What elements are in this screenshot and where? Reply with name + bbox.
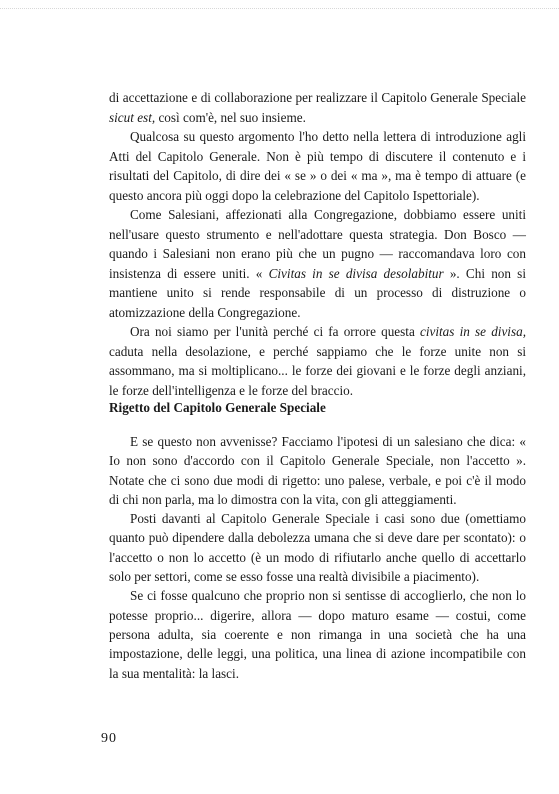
paragraph bbox=[109, 322, 526, 400]
paragraph bbox=[109, 432, 526, 509]
scan-border bbox=[0, 8, 559, 10]
text-run: ». Chi non si mantiene unito si rende responsabile di un processo di distruzione o atomizzazione della Congregazione. bbox=[109, 265, 526, 320]
paragraph bbox=[109, 127, 526, 205]
text-run: Posti davanti al Capitolo Generale Speciale i casi sono due (omettiamo quanto può dipendere dalla debolezza umana che si deve dare per scontato): o l'accetto o non lo accetto (è un modo di rifiutarlo anche quello di accettarlo solo per settori, come se esso fosse una realtà divisibile a piacimento). bbox=[109, 511, 526, 585]
italic-text: civitas in se divisa, bbox=[419, 324, 526, 339]
text-run: Come Salesiani, affezionati alla Congregazione, dobbiamo essere uniti nell'usare questo strumento e nell'adottare questa strategia. Don Bosco — quando i Salesiani non erano più che un pugno — raccomandava loro con insistenza di essere uniti. « bbox=[109, 207, 526, 281]
text-run: così com'è, nel suo insieme. bbox=[155, 109, 306, 125]
text-block-top bbox=[109, 88, 526, 400]
text-run: Se ci fosse qualcuno che proprio non si sentisse di accoglierlo, che non lo potesse proprio... digerire, allora — dopo maturo esame — costui, come persona adulta, sia coerente e non rimanga in una società che ha una impostazione, delle leggi, una politica, una linea di azione incompatibile con la sua mentalità: la lasci. bbox=[109, 588, 526, 681]
text-run: caduta nella desolazione, e perché sappiamo che le forze unite non si assommano, ma si moltiplicano... le forze dei giovani e le forze degli anziani, le forze dell'intelligenza e le forze del braccio. bbox=[109, 343, 526, 398]
text-run: di accettazione e di collaborazione per realizzare il Capitolo Generale Speciale bbox=[109, 90, 526, 105]
paragraph bbox=[109, 205, 526, 322]
italic-text: sicut est, bbox=[109, 109, 156, 125]
text-run: Qualcosa su questo argomento l'ho detto nella lettera di introduzione agli Atti del Capitolo Generale. Non è più tempo di discutere il contenuto e i risultati del Capitolo, di dire dei « se » o dei « ma », ma è tempo di attuare (e questo ancora più oggi dopo la celebrazione del Capitolo Ispettoriale). bbox=[109, 129, 526, 203]
text-run: E se questo non avvenisse? Facciamo l'ipotesi di un salesiano che dica: « Io non sono d'accordo con il Capitolo Generale Speciale, non l'accetto ». Notate che ci sono due modi di rigetto: uno palese, verbale, e poi c'è il modo di chi non parla, ma lo dimostra con la vita, con gli atteggiamenti. bbox=[109, 434, 526, 507]
paragraph bbox=[109, 586, 526, 682]
paragraph bbox=[109, 509, 526, 586]
text-run: Ora noi siamo per l'unità perché ci fa orrore questa bbox=[130, 324, 420, 339]
page-number: 90 bbox=[101, 731, 117, 746]
paragraph bbox=[109, 88, 526, 127]
text-block-bottom bbox=[109, 432, 526, 683]
italic-text: Civitas in se divisa desolabitur bbox=[268, 265, 444, 281]
section-heading: Rigetto del Capitolo Generale Speciale bbox=[109, 400, 326, 415]
